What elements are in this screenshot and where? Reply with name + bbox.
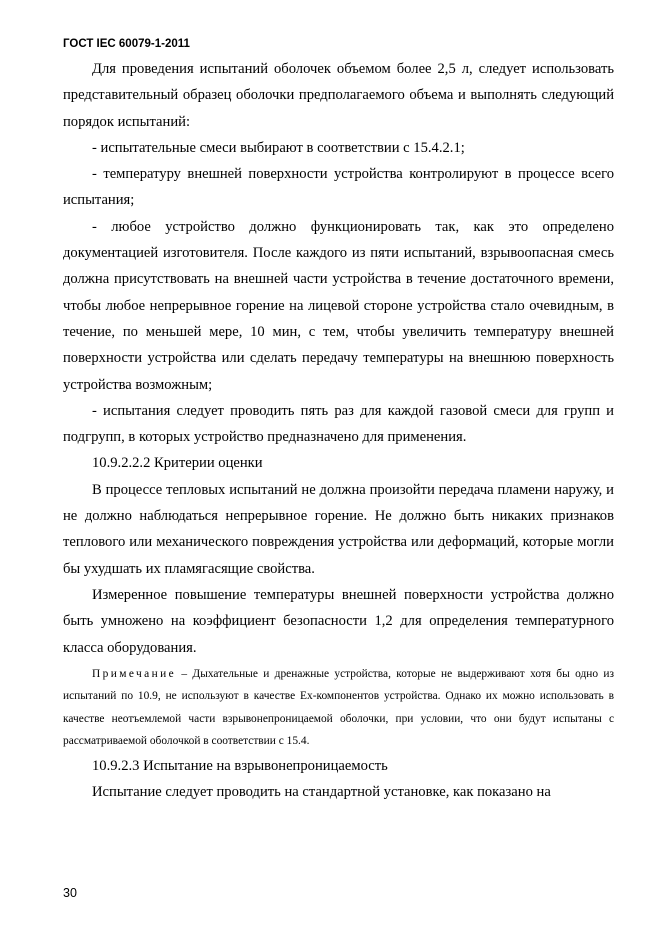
section-heading-criteria: 10.9.2.2.2 Критерии оценки xyxy=(92,455,263,472)
paragraph-intro: Для проведения испытаний оболочек объемом более 2,5 л, следует использовать представительный образец оболочки предполагаемого объема и выполнять следующий порядок испытаний: xyxy=(63,61,614,130)
paragraph-criteria: В процессе тепловых испытаний не должна произойти передача пламени наружу, и не должно наблюдаться непрерывное горение. Не должно быть никаких признаков теплового или механического повреждения устройства или деформаций, которые могли бы ухудшать их пламягасящие свойства. xyxy=(63,481,614,577)
paragraph-test-setup: Испытание следует проводить на стандартной установке, как показано на xyxy=(92,784,551,801)
page-body xyxy=(63,56,614,805)
list-item-repeat-tests: - испытания следует проводить пять раз для каждой газовой смеси для групп и подгрупп, в которых устройство предназначено для применения. xyxy=(63,402,614,446)
note xyxy=(63,663,614,753)
note-label: Примечание xyxy=(92,667,177,680)
list-item-mixtures: - испытательные смеси выбирают в соответствии с 15.4.2.1; xyxy=(92,139,465,156)
document-code-header: ГОСТ IEC 60079-1-2011 xyxy=(63,38,190,50)
paragraph-temperature-factor: Измеренное повышение температуры внешней поверхности устройства должно быть умножено на коэффициент безопасности 1,2 для определения температурного класса оборудования. xyxy=(63,586,614,656)
list-item-device-function: - любое устройство должно функционировать так, как это определено документацией изготовителя. После каждого из пяти испытаний, взрывоопасная смесь должна присутствовать на внешней части устройства в течение достаточного времени, чтобы любое непрерывное горение на лицевой стороне устройства стало очевидным, в течение, по меньшей мере, 10 мин, с тем, чтобы увеличить температуру внешней поверхности устройства или сделать передачу температуры на внешнюю поверхность устройства возможным; xyxy=(63,218,614,393)
section-heading-explosion-test: 10.9.2.3 Испытание на взрывонепроницаемость xyxy=(92,757,388,774)
page-number: 30 xyxy=(63,886,77,900)
list-item-temperature-control: - температуру внешней поверхности устройства контролируют в процессе всего испытания; xyxy=(63,166,614,209)
note-text: – Дыхательные и дренажные устройства, которые не выдерживают хотя бы одно из испытаний по 10.9, не используют в качестве Ex-компонентов устройства. Однако их можно использовать в качестве неотъемлемой части взрывонепроницаемой оболочки, при условии, что они будут испытаны с рассматриваемой оболочкой в соответствии с 15.4. xyxy=(63,667,614,748)
